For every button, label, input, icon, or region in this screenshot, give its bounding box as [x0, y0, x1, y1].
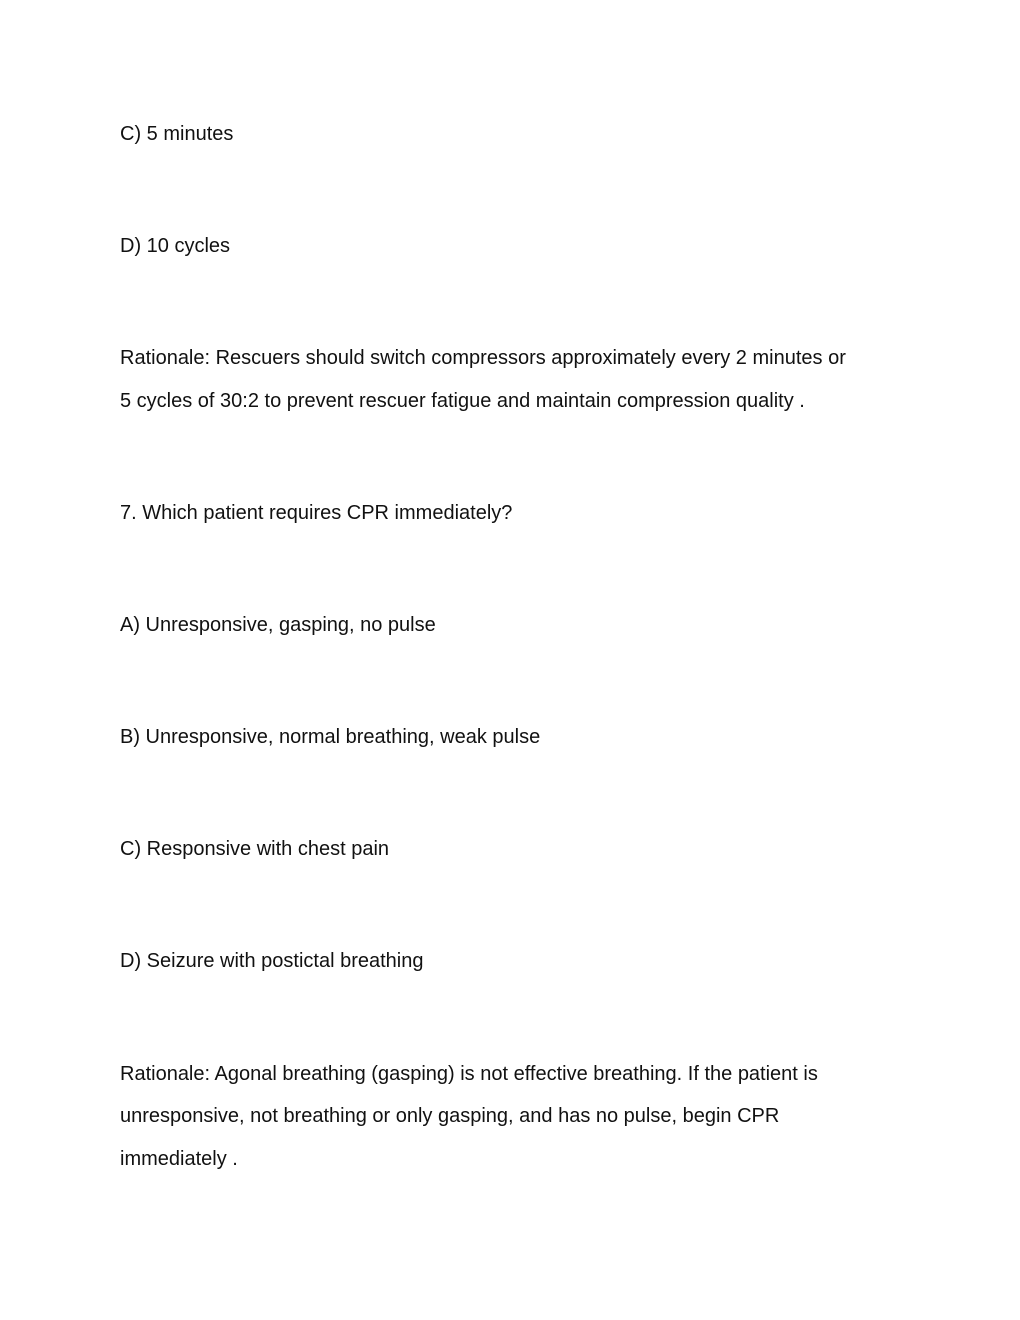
q7-option-b: B) Unresponsive, normal breathing, weak pulse: [120, 726, 541, 748]
q7-question: 7. Which patient requires CPR immediately?: [120, 502, 513, 524]
q7-option-a: A) Unresponsive, gasping, no pulse: [120, 614, 436, 636]
q7-rationale-line-2: unresponsive, not breathing or only gasping, and has no pulse, begin CPR: [120, 1105, 780, 1127]
q7-option-d: D) Seizure with postictal breathing: [120, 950, 424, 972]
q6-rationale-line-2: 5 cycles of 30:2 to prevent rescuer fatigue and maintain compression quality .: [120, 390, 805, 412]
q7-option-c: C) Responsive with chest pain: [120, 838, 390, 860]
q6-option-d: D) 10 cycles: [120, 235, 231, 257]
q6-rationale-line-1: Rationale: Rescuers should switch compressors approximately every 2 minutes or: [120, 347, 846, 369]
q6-option-c: C) 5 minutes: [120, 123, 234, 145]
q7-rationale-line-3: immediately .: [120, 1148, 238, 1170]
q7-rationale-line-1: Rationale: Agonal breathing (gasping) is not effective breathing. If the patient is: [120, 1063, 818, 1085]
